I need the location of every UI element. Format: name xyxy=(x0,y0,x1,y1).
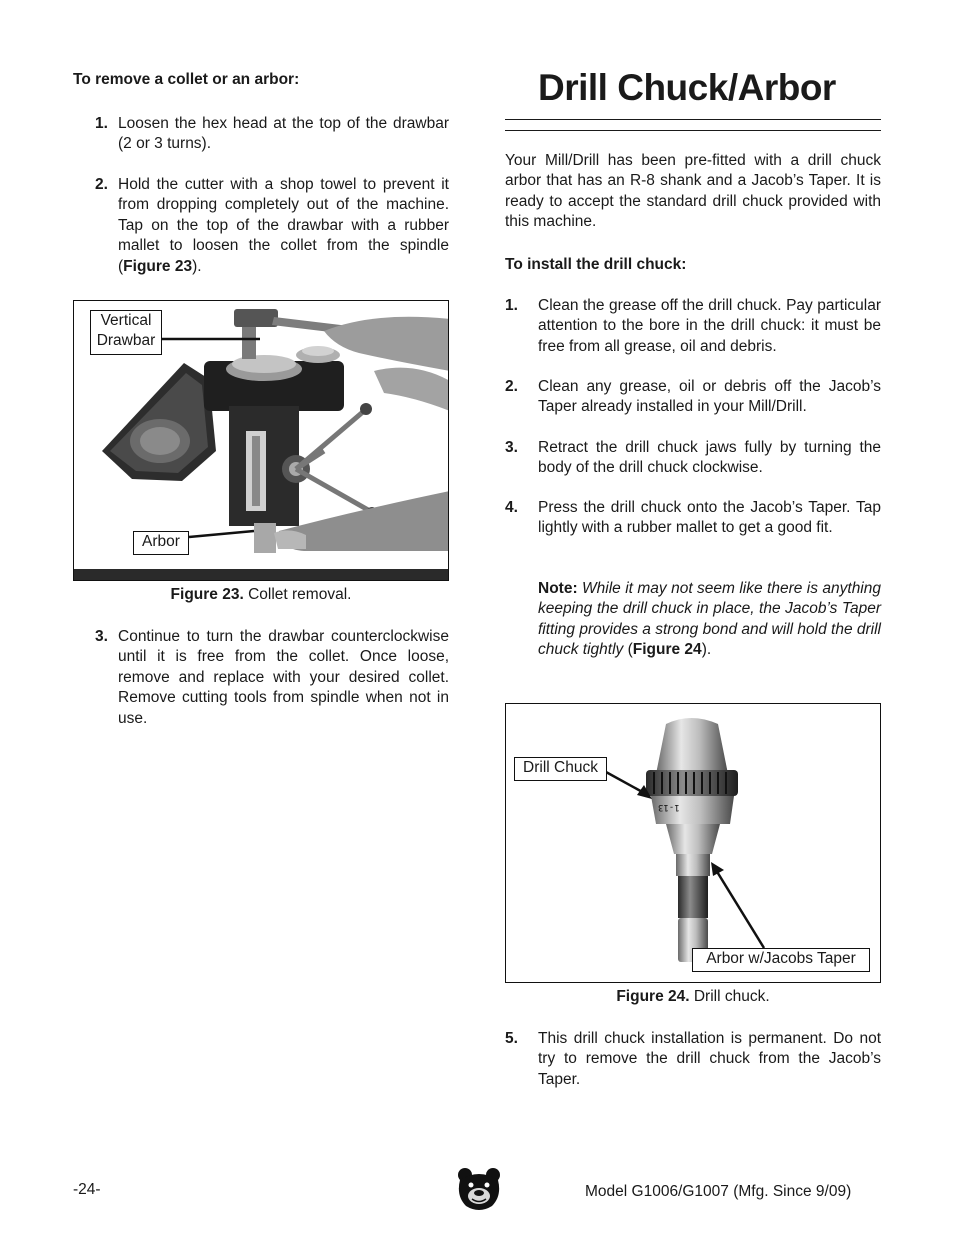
step-number: 2. xyxy=(505,378,518,395)
figure-reference: Figure 24 xyxy=(632,641,702,659)
intro-paragraph: Your Mill/Drill has been pre-fitted with a drill chuck arbor that has an R-8 shank and a Jacob’s Taper. It is ready to accept the standard drill chuck provided with this machine. xyxy=(505,152,881,231)
step-number: 1. xyxy=(95,115,108,132)
step-text: Clean the grease off the drill chuck. Pay particular attention to the bore in the drill chuck: it must be free from all grease, oil and debris. xyxy=(538,297,881,355)
note-paragraph: Note: While it may not seem like there is anything keeping the drill chuck in place, the Jacob’s Taper fitting provides a strong bond and will hold the drill chuck tightly (Figure 24). xyxy=(538,580,881,659)
chuck-size-marking: 1-13 xyxy=(658,802,680,812)
step-text: Continue to turn the drawbar counterclockwise until it is free from the collet. Once loose, remove and replace with your desired collet. Remove cutting tools from spindle when not in use. xyxy=(118,628,449,727)
step-number: 2. xyxy=(95,176,108,193)
step-text: Loosen the hex head at the top of the drawbar (2 or 3 turns). xyxy=(118,115,449,153)
arbor-jacobs-taper-callout: Arbor w/Jacobs Taper xyxy=(692,948,870,972)
figure-23-photo xyxy=(73,300,449,581)
model-footer: Model G1006/G1007 (Mfg. Since 9/09) xyxy=(585,1183,852,1200)
step-number: 3. xyxy=(95,628,108,645)
step-number: 5. xyxy=(505,1030,518,1047)
collet-removal-heading: To remove a collet or an arbor: xyxy=(73,71,300,88)
page-title: Drill Chuck/Arbor xyxy=(538,67,836,108)
install-chuck-heading: To install the drill chuck: xyxy=(505,256,687,273)
step-number: 3. xyxy=(505,439,518,456)
step-number: 1. xyxy=(505,297,518,314)
title-rule-bottom xyxy=(505,130,881,131)
vertical-drawbar-callout: Vertical Drawbar xyxy=(90,310,162,355)
figure-reference: Figure 23 xyxy=(123,257,193,275)
step-text: Press the drill chuck onto the Jacob’s Taper. Tap lightly with a rubber mallet to get a good fit. xyxy=(538,499,881,537)
caption-label: Figure 23. xyxy=(170,586,244,603)
step-text: Clean any grease, oil or debris off the Jacob’s Taper already installed in your Mill/Drill. xyxy=(538,378,881,416)
step-number: 4. xyxy=(505,499,518,516)
drill-chuck-illustration xyxy=(506,704,881,983)
bear-head-logo-icon xyxy=(456,1166,502,1212)
caption-label: Figure 24. xyxy=(616,988,690,1005)
figure-23-caption: Figure 23. Collet removal. xyxy=(170,586,352,603)
drill-chuck-callout: Drill Chuck xyxy=(514,757,607,781)
note-text: While it may not seem like there is anything keeping the drill chuck in place, the Jacob’s Taper fitting provides a strong bond and will hold the drill chuck tightly xyxy=(538,580,881,659)
figure-24-caption: Figure 24. Drill chuck. xyxy=(616,988,770,1005)
figure-24-photo xyxy=(505,703,881,983)
step-text: This drill chuck installation is permanent. Do not try to remove the drill chuck from the Jacob’s Taper. xyxy=(538,1030,881,1088)
page-number: -24- xyxy=(73,1181,101,1198)
title-rule-top xyxy=(505,119,881,120)
step-text: Retract the drill chuck jaws fully by turning the body of the drill chuck clockwise. xyxy=(538,439,881,477)
step-text: Hold the cutter with a shop towel to prevent it from dropping completely out of the machine. Tap on the top of the drawbar with a rubber mallet to loosen the collet from the spindle (Figure 23). xyxy=(118,176,449,275)
arbor-callout: Arbor xyxy=(133,531,189,555)
note-label: Note: xyxy=(538,580,578,597)
